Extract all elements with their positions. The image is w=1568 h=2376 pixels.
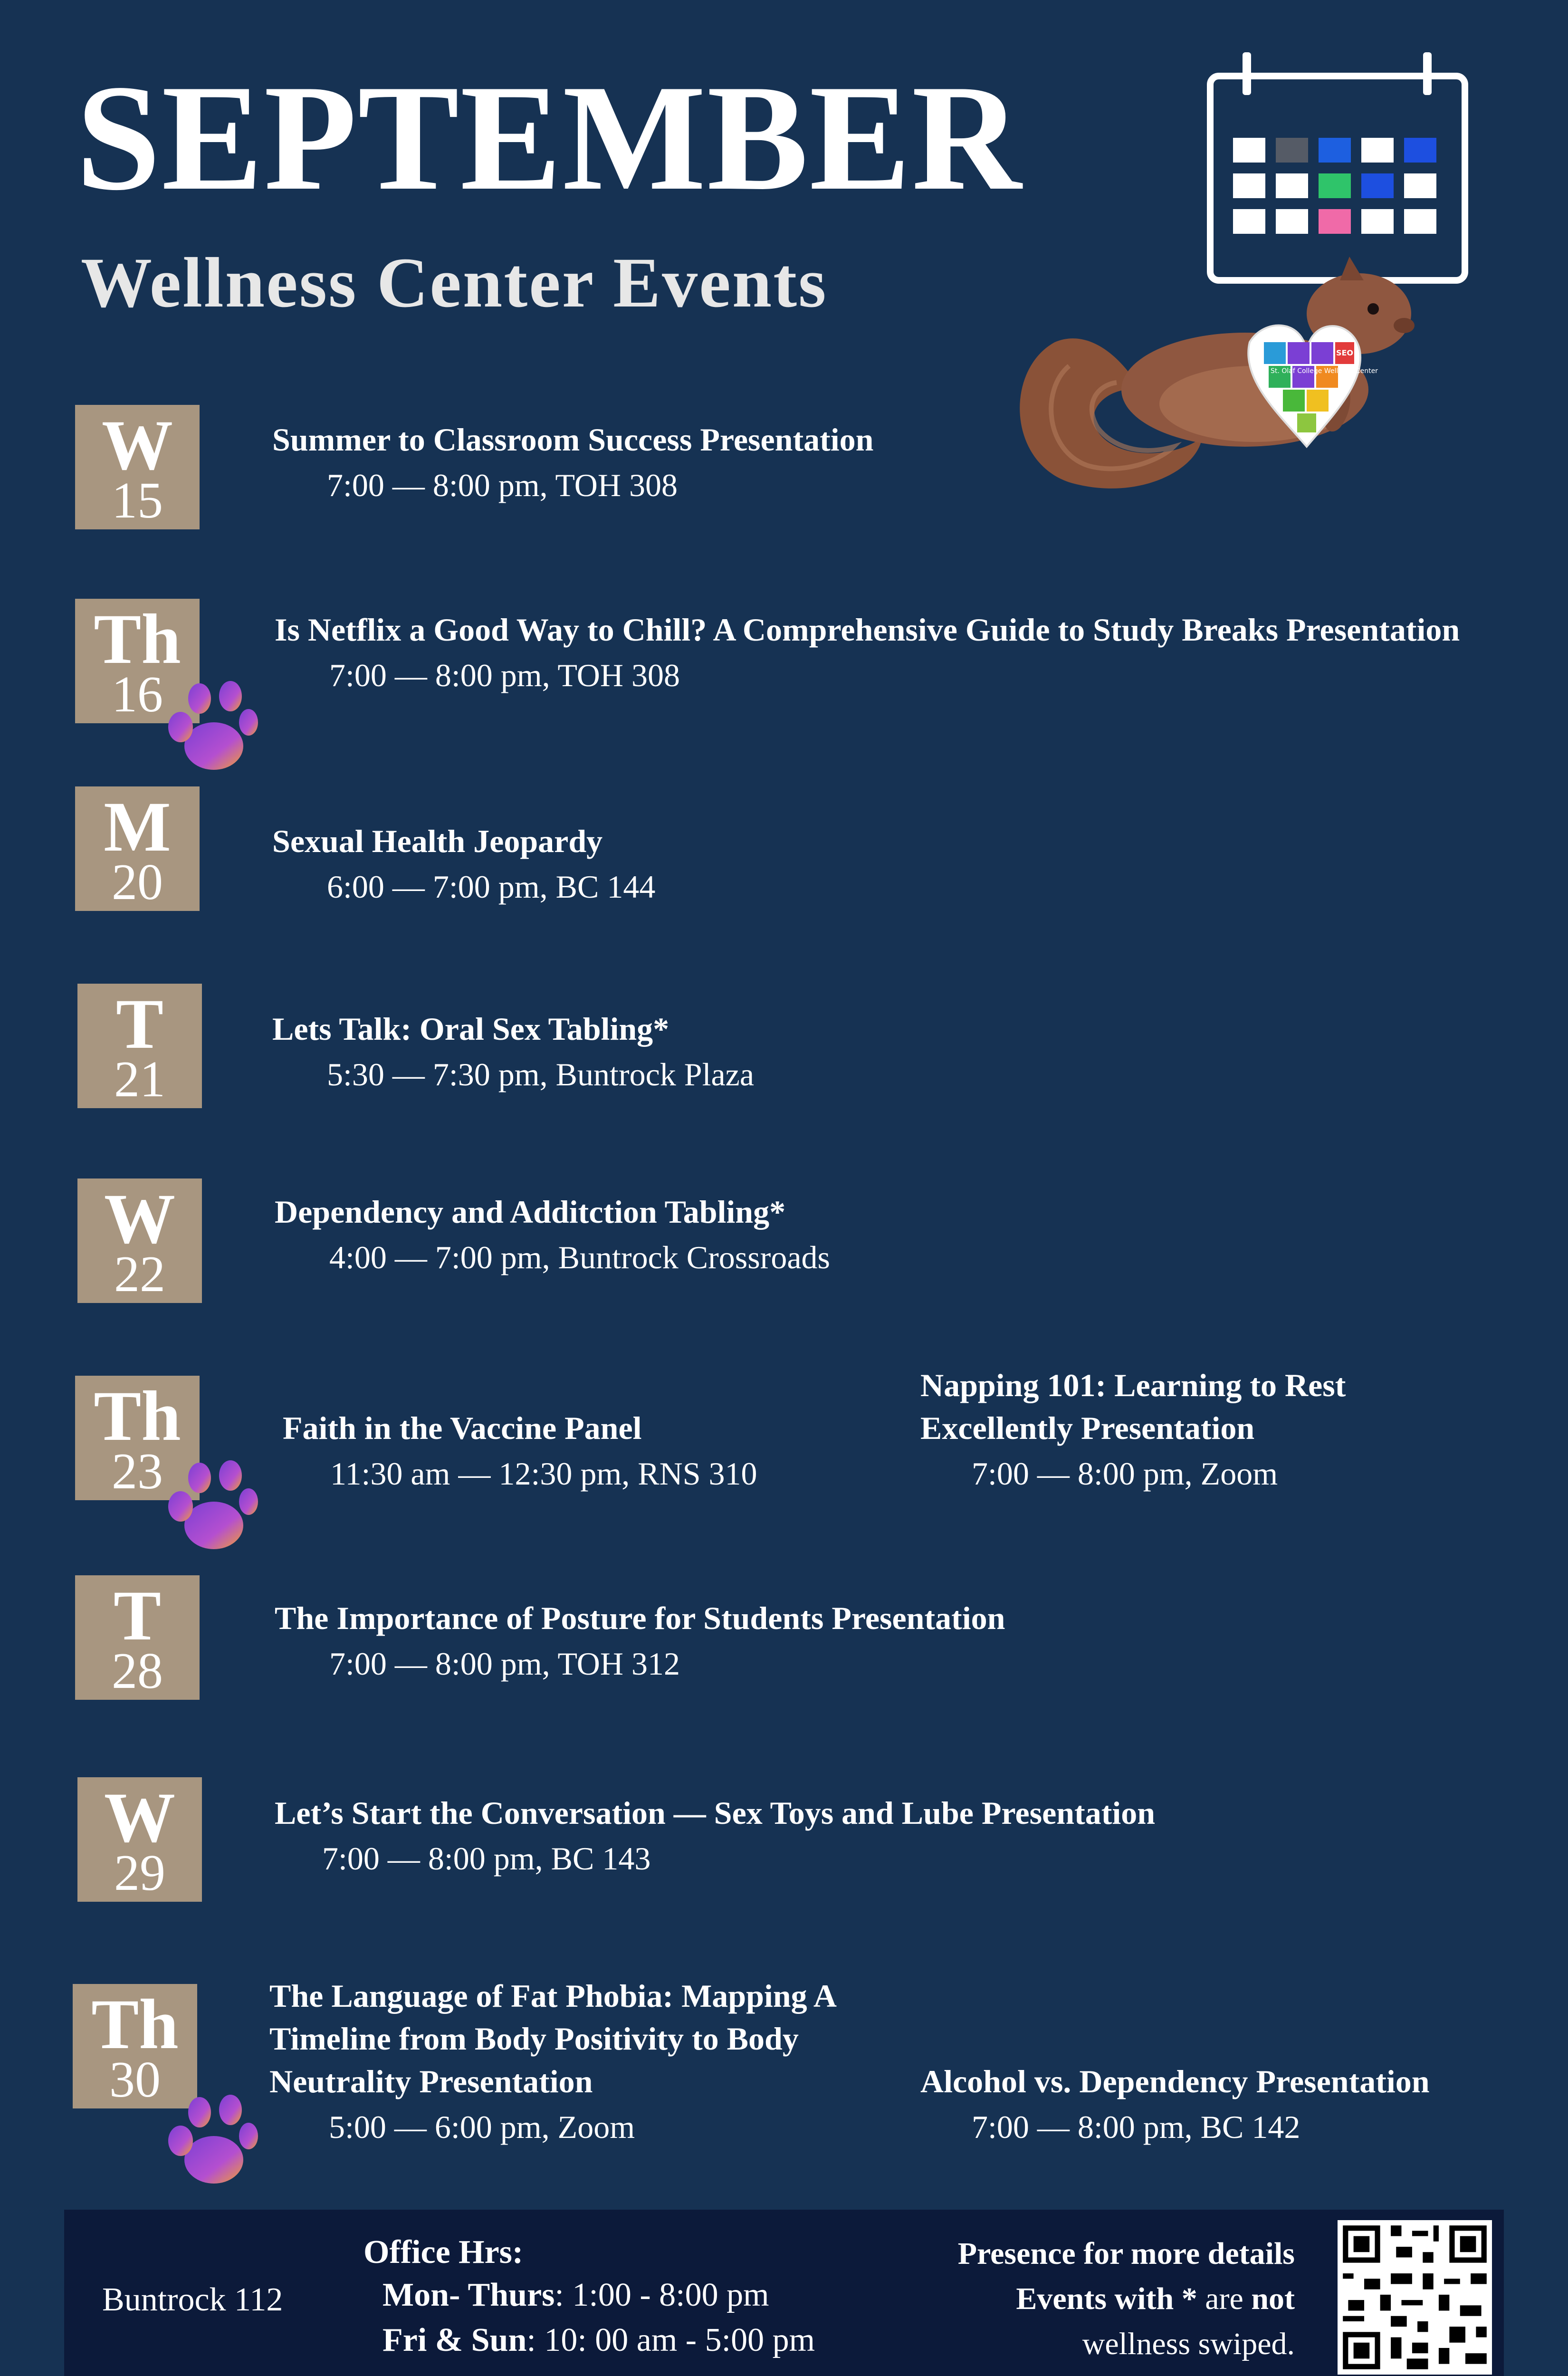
event-item-second [920,1364,1443,1495]
event-detail: 6:00 — 7:00 pm, BC 144 [327,869,656,905]
office-hours-days: Fri & Sun [382,2322,527,2358]
event-title: Summer to Classroom Success Presentation [272,422,874,458]
event-item-second [920,2060,1538,2148]
office-location: Buntrock 112 [102,2281,283,2318]
office-hours-days: Mon- Thurs [382,2277,555,2313]
day-number: 29 [114,1845,165,1901]
event-detail: 5:30 — 7:30 pm, Buntrock Plaza [327,1056,755,1092]
event-title: Is Netflix a Good Way to Chill? A Comprehensive Guide to Study Breaks Presentation [275,612,1460,648]
event-item [275,1190,1130,1279]
office-hours-row [382,2276,769,2314]
day-of-week: W [104,1778,175,1857]
page-title: SEPTEMBER [76,54,1023,222]
day-of-week: W [104,1179,175,1258]
event-item [272,1007,985,1096]
squirrel-mascot-illustration [998,247,1416,523]
event-item [272,418,985,507]
date-tile [77,984,202,1108]
day-of-week: Th [94,600,181,679]
date-tile [77,1777,202,1902]
event-title: Napping 101: Learning to Rest Excellently Presentation [920,1367,1346,1446]
day-number: 30 [109,2051,161,2108]
logo-text: St. Olaf College Wellness Center [1271,367,1378,375]
event-item [272,820,985,908]
swipe-note-b: are [1205,2281,1252,2316]
day-number: 28 [112,1643,163,1699]
day-of-week: Th [91,1985,179,2064]
swipe-note-end: wellness swiped. [1082,2327,1295,2361]
swipe-note-c: not [1251,2281,1295,2316]
page-subtitle: Wellness Center Events [81,243,828,322]
event-title: The Importance of Posture for Students Presentation [275,1600,1005,1636]
day-number: 16 [112,666,163,723]
event-item [269,1974,887,2148]
event-title: Dependency and Additction Tabling* [275,1194,786,1230]
date-tile [75,405,200,529]
date-tile [75,786,200,911]
event-detail: 7:00 — 8:00 pm, Zoom [972,1456,1278,1492]
paw-print-icon [164,1454,259,1559]
footer-bar [64,2210,1504,2376]
event-detail: 11:30 am — 12:30 pm, RNS 310 [330,1456,757,1492]
office-hours-heading: Office Hrs: [363,2234,524,2271]
office-hours-row [382,2321,815,2359]
day-of-week: W [102,406,173,485]
event-detail: 5:00 — 6:00 pm, Zoom [329,2109,635,2145]
paw-print-icon [164,2089,259,2193]
event-title: The Language of Fat Phobia: Mapping A Timeline from Body Positivity to Body Neutrality Presentation [269,1978,835,2099]
event-item [275,1792,1463,1880]
swipe-note [1016,2281,1295,2317]
event-detail: 7:00 — 8:00 pm, BC 142 [972,2109,1300,2145]
presence-note: Presence for more details [957,2236,1295,2271]
day-of-week: M [104,787,171,866]
office-hours-time: : 1:00 - 8:00 pm [555,2277,769,2313]
event-title: Sexual Health Jeopardy [272,823,603,859]
event-detail: 4:00 — 7:00 pm, Buntrock Crossroads [329,1239,830,1275]
event-title: Alcohol vs. Dependency Presentation [920,2063,1430,2099]
event-item [283,1407,853,1495]
day-number: 20 [112,854,163,910]
office-hours-time: : 10: 00 am - 5:00 pm [526,2322,815,2358]
day-of-week: Th [94,1377,181,1456]
event-detail: 7:00 — 8:00 pm, BC 143 [322,1840,651,1877]
day-number: 21 [114,1051,165,1108]
day-of-week: T [115,985,164,1063]
date-tile [77,1178,202,1303]
date-tile [75,1575,200,1700]
qr-code[interactable] [1338,2220,1492,2375]
event-detail: 7:00 — 8:00 pm, TOH 308 [329,657,680,693]
event-item [275,1597,1320,1685]
day-number: 15 [112,472,163,529]
event-detail: 7:00 — 8:00 pm, TOH 312 [329,1646,680,1682]
logo-badge: SEO [1336,348,1354,357]
paw-print-icon [164,675,259,779]
event-title: Faith in the Vaccine Panel [283,1410,642,1446]
event-item [275,608,1463,697]
event-detail: 7:00 — 8:00 pm, TOH 308 [327,467,678,503]
day-of-week: T [113,1576,162,1655]
swipe-note-a: Events with * [1016,2281,1205,2316]
event-title: Let’s Start the Conversation — Sex Toys and Lube Presentation [275,1795,1156,1831]
day-number: 22 [114,1246,165,1303]
day-number: 23 [112,1443,163,1500]
event-title: Lets Talk: Oral Sex Tabling* [272,1011,669,1047]
